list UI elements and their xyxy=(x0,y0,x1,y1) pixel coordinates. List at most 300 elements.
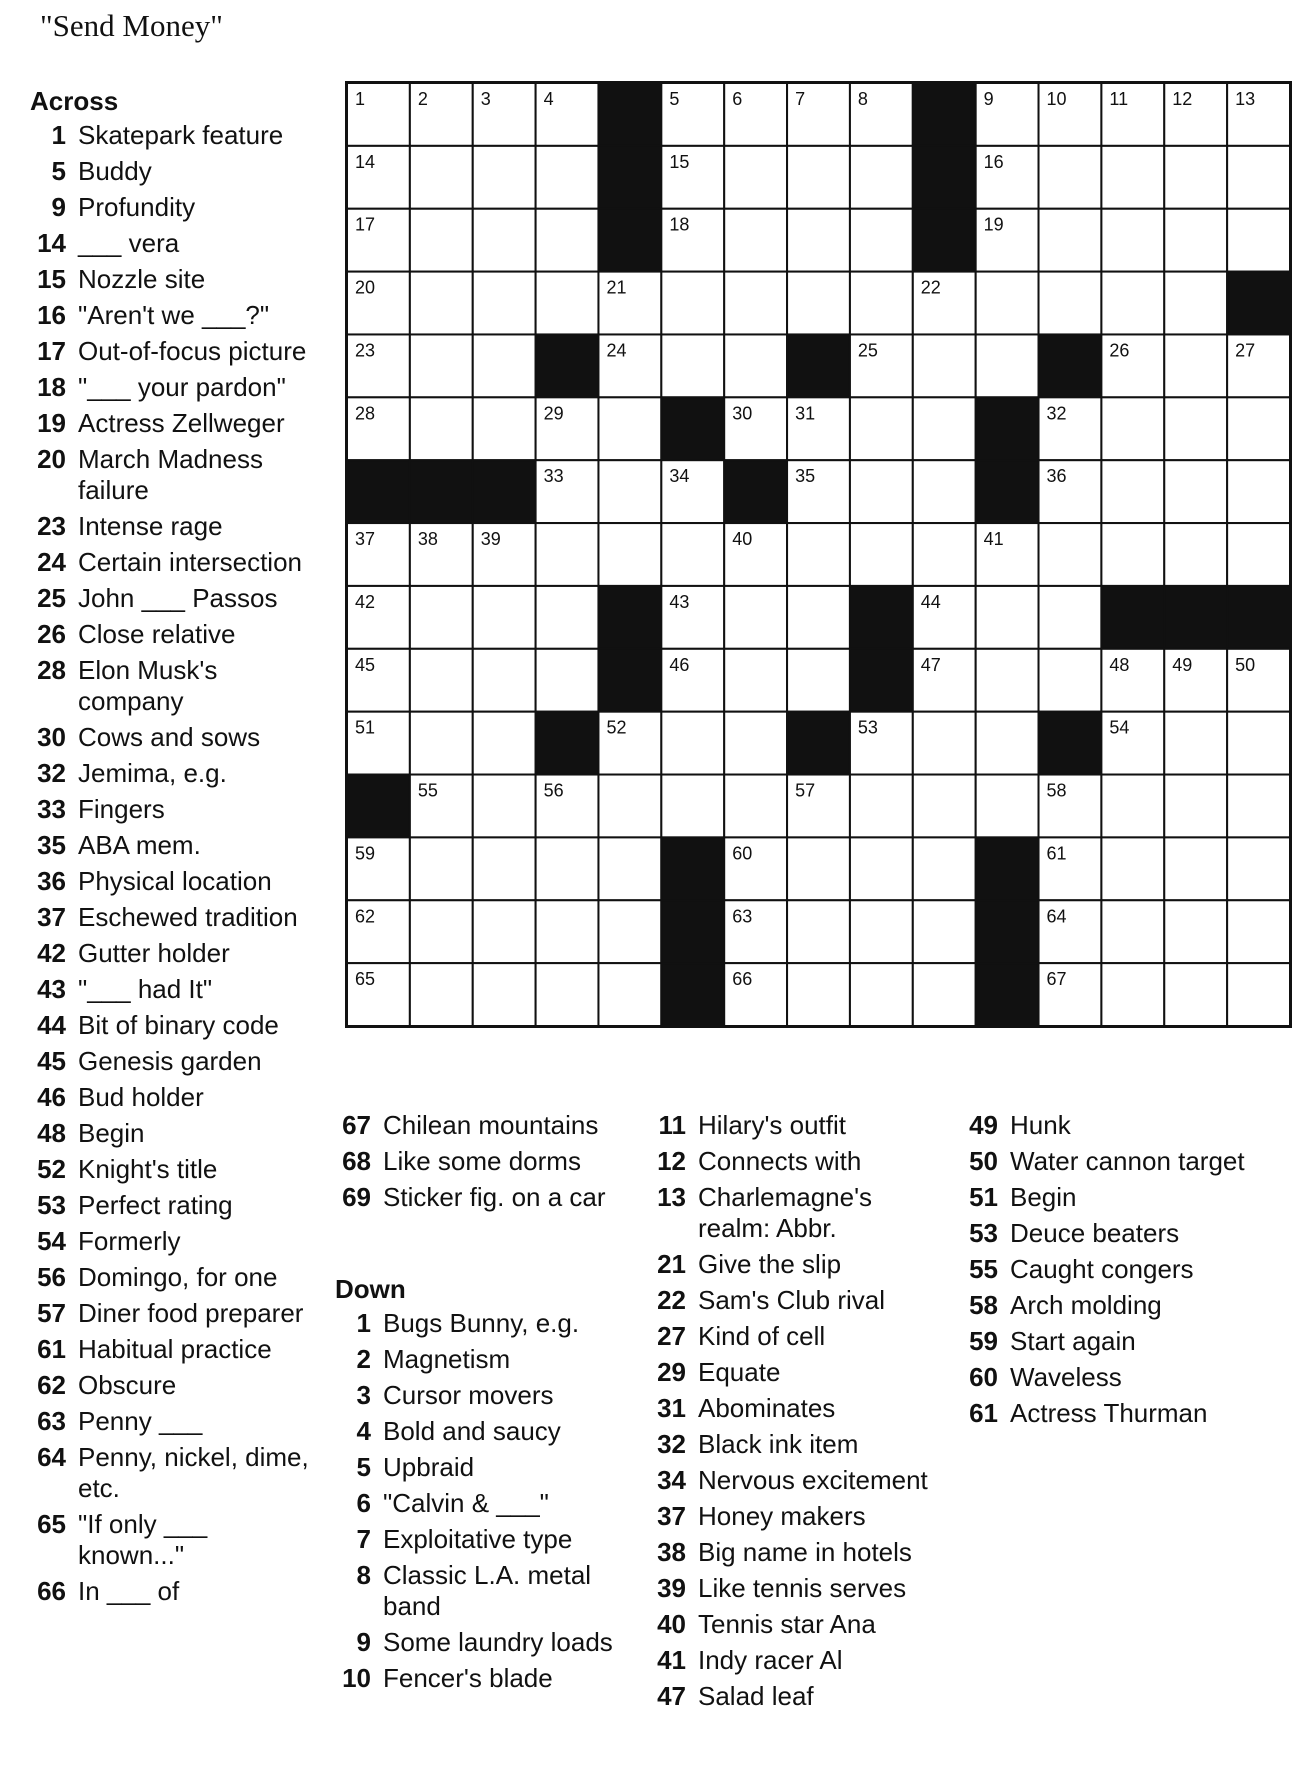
clue-item[interactable] xyxy=(30,372,314,403)
clue-number: 56 xyxy=(37,1262,66,1292)
clue-item[interactable] xyxy=(30,1154,314,1185)
grid-cell[interactable] xyxy=(850,523,913,586)
grid-cell[interactable] xyxy=(724,334,787,397)
cell-number: 64 xyxy=(1046,906,1067,927)
clue-text: Penny ___ xyxy=(78,1406,203,1436)
grid-cell[interactable] xyxy=(473,649,536,712)
grid-cell[interactable] xyxy=(598,900,661,963)
grid-cell[interactable] xyxy=(598,523,661,586)
grid-cell[interactable] xyxy=(410,963,473,1026)
grid-cell[interactable] xyxy=(473,586,536,649)
grid-cell[interactable] xyxy=(724,209,787,272)
cell-number: 65 xyxy=(355,969,376,990)
clue-item[interactable] xyxy=(650,1573,950,1604)
cell-number: 13 xyxy=(1235,89,1256,109)
grid-block xyxy=(913,83,976,146)
cell-number: 46 xyxy=(669,654,690,675)
grid-cell[interactable] xyxy=(1227,963,1290,1026)
grid-cell[interactable] xyxy=(1039,272,1102,335)
clue-item[interactable] xyxy=(650,1110,950,1141)
grid-cell[interactable] xyxy=(913,837,976,900)
cell-number: 16 xyxy=(983,151,1004,172)
grid-cell[interactable] xyxy=(724,775,787,838)
grid-cell[interactable] xyxy=(1164,334,1227,397)
grid-cell[interactable] xyxy=(724,146,787,209)
grid-cell[interactable] xyxy=(850,397,913,460)
clue-item[interactable] xyxy=(650,1249,950,1280)
grid-cell[interactable] xyxy=(1227,775,1290,838)
clue-item[interactable] xyxy=(650,1146,950,1177)
clue-text: Bud holder xyxy=(78,1082,204,1112)
cell-number: 48 xyxy=(1109,654,1130,675)
grid-cell[interactable] xyxy=(1101,523,1164,586)
clue-number: 9 xyxy=(51,192,66,222)
grid-cell[interactable] xyxy=(473,272,536,335)
grid-cell[interactable] xyxy=(724,272,787,335)
clue-number: 5 xyxy=(51,156,66,186)
grid-cell[interactable] xyxy=(1101,209,1164,272)
cell-number: 37 xyxy=(355,529,376,550)
clue-number: 29 xyxy=(657,1357,686,1387)
clue-item[interactable] xyxy=(650,1321,950,1352)
clue-item[interactable] xyxy=(30,1298,314,1329)
clue-item[interactable] xyxy=(30,830,314,861)
cell-number: 52 xyxy=(606,717,627,738)
clue-item[interactable] xyxy=(30,1406,314,1437)
clue-text: Equate xyxy=(698,1357,781,1387)
clue-item[interactable] xyxy=(650,1182,950,1244)
clue-item[interactable] xyxy=(30,408,314,439)
clue-item[interactable] xyxy=(30,1262,314,1293)
clue-number: 34 xyxy=(657,1465,686,1495)
grid-cell[interactable] xyxy=(598,775,661,838)
clue-item[interactable] xyxy=(30,1082,314,1113)
grid-cell[interactable] xyxy=(473,837,536,900)
grid-cell[interactable] xyxy=(598,460,661,523)
cell-number: 45 xyxy=(355,654,376,675)
clue-item[interactable] xyxy=(335,1663,635,1694)
grid-cell[interactable] xyxy=(913,963,976,1026)
grid-cell[interactable] xyxy=(473,397,536,460)
grid-cell[interactable] xyxy=(473,146,536,209)
clue-item[interactable] xyxy=(30,228,314,259)
grid-cell[interactable] xyxy=(724,586,787,649)
clue-item[interactable] xyxy=(650,1501,950,1532)
grid-cell[interactable] xyxy=(913,775,976,838)
clue-text: Profundity xyxy=(78,192,196,222)
clue-number: 64 xyxy=(37,1442,66,1472)
cell-number: 38 xyxy=(417,529,438,550)
grid-cell[interactable] xyxy=(1227,460,1290,523)
grid-block xyxy=(536,712,599,775)
clue-text: Begin xyxy=(78,1118,145,1148)
clue-item[interactable] xyxy=(962,1362,1262,1393)
clue-number: 47 xyxy=(657,1681,686,1711)
clue-item[interactable] xyxy=(335,1627,635,1658)
grid-cell[interactable] xyxy=(536,586,599,649)
clue-item[interactable] xyxy=(30,794,314,825)
clue-number: 42 xyxy=(37,938,66,968)
clue-number: 13 xyxy=(657,1182,686,1212)
clue-item[interactable] xyxy=(335,1380,635,1411)
clue-number: 50 xyxy=(969,1146,998,1176)
grid-block xyxy=(598,586,661,649)
grid-cell[interactable] xyxy=(598,837,661,900)
clue-number: 5 xyxy=(356,1452,371,1482)
clue-text: Actress Thurman xyxy=(1010,1398,1208,1428)
clue-text: Fingers xyxy=(78,794,165,824)
grid-cell[interactable] xyxy=(1101,775,1164,838)
grid-cell[interactable] xyxy=(536,900,599,963)
grid-cell[interactable] xyxy=(473,209,536,272)
clue-item[interactable] xyxy=(335,1560,635,1622)
clue-text: "___ had It" xyxy=(78,974,213,1004)
clue-number: 4 xyxy=(356,1416,371,1446)
grid-cell[interactable] xyxy=(536,209,599,272)
grid-cell[interactable] xyxy=(850,272,913,335)
grid-cell[interactable] xyxy=(598,963,661,1026)
clue-item[interactable] xyxy=(650,1537,950,1568)
clue-item[interactable] xyxy=(30,866,314,897)
grid-cell[interactable] xyxy=(1164,397,1227,460)
grid-cell[interactable] xyxy=(850,837,913,900)
grid-cell[interactable] xyxy=(787,837,850,900)
grid-cell[interactable] xyxy=(473,712,536,775)
grid-cell[interactable] xyxy=(787,272,850,335)
clue-text: Big name in hotels xyxy=(698,1537,912,1567)
grid-cell[interactable] xyxy=(410,712,473,775)
clue-item[interactable] xyxy=(30,156,314,187)
clue-number: 28 xyxy=(37,655,66,685)
grid-cell[interactable] xyxy=(1227,837,1290,900)
clue-item[interactable] xyxy=(335,1488,635,1519)
cell-number: 11 xyxy=(1109,89,1129,109)
clue-item[interactable] xyxy=(30,1576,314,1607)
grid-cell[interactable] xyxy=(1101,963,1164,1026)
clue-text: Genesis garden xyxy=(78,1046,262,1076)
grid-cell[interactable] xyxy=(850,209,913,272)
grid-cell[interactable] xyxy=(787,146,850,209)
clue-text: Arch molding xyxy=(1010,1290,1162,1320)
grid-cell[interactable] xyxy=(976,649,1039,712)
clue-item[interactable] xyxy=(30,583,314,614)
grid-block xyxy=(473,460,536,523)
grid-cell[interactable] xyxy=(1039,649,1102,712)
grid-cell[interactable] xyxy=(724,649,787,712)
grid-cell[interactable] xyxy=(787,900,850,963)
grid-cell[interactable] xyxy=(473,775,536,838)
clue-number: 32 xyxy=(657,1429,686,1459)
clue-number: 43 xyxy=(37,974,66,1004)
cell-number: 66 xyxy=(732,969,753,990)
clue-item[interactable] xyxy=(30,938,314,969)
clue-item[interactable] xyxy=(335,1524,635,1555)
clue-item[interactable] xyxy=(30,336,314,367)
clue-item[interactable] xyxy=(30,264,314,295)
grid-cell[interactable] xyxy=(1164,712,1227,775)
grid-cell[interactable] xyxy=(1227,146,1290,209)
clue-item[interactable] xyxy=(650,1645,950,1676)
grid-cell[interactable] xyxy=(1164,272,1227,335)
grid-cell[interactable] xyxy=(976,775,1039,838)
clue-item[interactable] xyxy=(335,1146,635,1177)
clue-text: Waveless xyxy=(1010,1362,1122,1392)
grid-cell[interactable] xyxy=(850,775,913,838)
clue-item[interactable] xyxy=(962,1146,1262,1177)
clue-number: 65 xyxy=(37,1509,66,1539)
clue-text: Sam's Club rival xyxy=(698,1285,886,1315)
grid-cell[interactable] xyxy=(1039,146,1102,209)
grid-cell[interactable] xyxy=(787,649,850,712)
grid-cell[interactable] xyxy=(850,963,913,1026)
cell-number: 24 xyxy=(606,340,627,361)
grid-cell[interactable] xyxy=(1101,272,1164,335)
clue-text: Magnetism xyxy=(383,1344,511,1374)
grid-cell[interactable] xyxy=(410,586,473,649)
grid-cell[interactable] xyxy=(410,649,473,712)
clue-item[interactable] xyxy=(335,1110,635,1141)
cell-number: 7 xyxy=(795,89,806,109)
clue-item[interactable] xyxy=(335,1182,635,1213)
clue-number: 62 xyxy=(37,1370,66,1400)
clue-item[interactable] xyxy=(30,444,314,506)
across-clues-continued-column xyxy=(335,1110,635,1218)
clue-item[interactable] xyxy=(650,1609,950,1640)
clue-number: 41 xyxy=(657,1645,686,1675)
grid-cell[interactable] xyxy=(661,272,724,335)
cell-number: 14 xyxy=(355,151,376,172)
cell-number: 44 xyxy=(920,591,941,612)
clue-number: 30 xyxy=(37,722,66,752)
grid-block xyxy=(913,209,976,272)
clue-item[interactable] xyxy=(650,1393,950,1424)
clue-item[interactable] xyxy=(335,1308,635,1339)
grid-cell[interactable] xyxy=(536,963,599,1026)
clue-item[interactable] xyxy=(30,1370,314,1401)
clue-number: 58 xyxy=(969,1290,998,1320)
grid-cell[interactable] xyxy=(1164,775,1227,838)
grid-cell[interactable] xyxy=(410,146,473,209)
clue-text: Obscure xyxy=(78,1370,177,1400)
cell-number: 10 xyxy=(1046,89,1067,109)
grid-cell[interactable] xyxy=(536,837,599,900)
cell-number: 3 xyxy=(480,89,491,109)
grid-cell[interactable] xyxy=(410,272,473,335)
grid-cell[interactable] xyxy=(1039,209,1102,272)
clue-item[interactable] xyxy=(30,619,314,650)
grid-cell[interactable] xyxy=(1227,397,1290,460)
clue-item[interactable] xyxy=(962,1398,1262,1429)
crossword-grid-svg xyxy=(347,83,1290,1026)
clue-number: 15 xyxy=(37,264,66,294)
clue-number: 61 xyxy=(37,1334,66,1364)
clue-text: John ___ Passos xyxy=(78,583,278,613)
grid-cell[interactable] xyxy=(976,334,1039,397)
grid-cell[interactable] xyxy=(536,146,599,209)
cell-number: 17 xyxy=(355,214,376,235)
grid-cell[interactable] xyxy=(787,209,850,272)
clue-item[interactable] xyxy=(30,1334,314,1365)
puzzle-title: "Send Money" xyxy=(40,8,223,43)
clue-number: 52 xyxy=(37,1154,66,1184)
grid-cell[interactable] xyxy=(1164,146,1227,209)
grid-cell[interactable] xyxy=(850,146,913,209)
clue-item[interactable] xyxy=(650,1465,950,1496)
clue-item[interactable] xyxy=(962,1254,1262,1285)
clue-item[interactable] xyxy=(30,902,314,933)
grid-cell[interactable] xyxy=(1164,837,1227,900)
clue-item[interactable] xyxy=(335,1452,635,1483)
grid-cell[interactable] xyxy=(410,397,473,460)
clue-item[interactable] xyxy=(962,1290,1262,1321)
clue-item[interactable] xyxy=(30,1046,314,1077)
grid-cell[interactable] xyxy=(598,397,661,460)
clue-number: 51 xyxy=(969,1182,998,1212)
clue-text: Begin xyxy=(1010,1182,1077,1212)
clue-text: ABA mem. xyxy=(78,830,201,860)
clue-item[interactable] xyxy=(335,1416,635,1447)
clue-item[interactable] xyxy=(30,1010,314,1041)
grid-cell[interactable] xyxy=(724,712,787,775)
clue-item[interactable] xyxy=(30,1226,314,1257)
grid-cell[interactable] xyxy=(976,272,1039,335)
clue-item[interactable] xyxy=(962,1218,1262,1249)
grid-cell[interactable] xyxy=(850,900,913,963)
grid-cell[interactable] xyxy=(787,963,850,1026)
grid-cell[interactable] xyxy=(1227,712,1290,775)
grid-cell[interactable] xyxy=(913,712,976,775)
clue-item[interactable] xyxy=(30,192,314,223)
grid-cell[interactable] xyxy=(850,460,913,523)
clue-text: Salad leaf xyxy=(698,1681,814,1711)
clue-text: ___ vera xyxy=(78,228,180,258)
grid-cell[interactable] xyxy=(1227,209,1290,272)
grid-cell[interactable] xyxy=(410,334,473,397)
clue-item[interactable] xyxy=(30,1509,314,1571)
grid-cell[interactable] xyxy=(976,712,1039,775)
grid-block xyxy=(976,837,1039,900)
grid-cell[interactable] xyxy=(913,900,976,963)
down-clue-list xyxy=(335,1308,635,1694)
clue-item[interactable] xyxy=(30,547,314,578)
grid-cell[interactable] xyxy=(1164,900,1227,963)
clue-item[interactable] xyxy=(335,1344,635,1375)
clue-item[interactable] xyxy=(30,300,314,331)
clue-item[interactable] xyxy=(650,1681,950,1712)
grid-cell[interactable] xyxy=(1164,963,1227,1026)
grid-cell[interactable] xyxy=(1039,523,1102,586)
clue-text: Hilary's outfit xyxy=(698,1110,847,1140)
clue-item[interactable] xyxy=(30,722,314,753)
grid-cell[interactable] xyxy=(1101,397,1164,460)
grid-cell[interactable] xyxy=(1164,209,1227,272)
clue-item[interactable] xyxy=(30,1442,314,1504)
cell-number: 29 xyxy=(543,403,564,424)
clue-text: Tennis star Ana xyxy=(698,1609,876,1639)
grid-cell[interactable] xyxy=(536,272,599,335)
grid-cell[interactable] xyxy=(536,523,599,586)
grid-cell[interactable] xyxy=(913,334,976,397)
cell-number: 9 xyxy=(983,89,994,109)
clue-text: Knight's title xyxy=(78,1154,218,1184)
grid-cell[interactable] xyxy=(410,209,473,272)
clue-item[interactable] xyxy=(30,758,314,789)
across-continued-clue-list xyxy=(335,1110,635,1213)
cell-number: 59 xyxy=(355,843,376,864)
crossword-grid xyxy=(345,81,1292,1028)
grid-cell[interactable] xyxy=(913,397,976,460)
grid-cell[interactable] xyxy=(913,460,976,523)
clue-text: "___ your pardon" xyxy=(78,372,286,402)
clue-item[interactable] xyxy=(30,1118,314,1149)
clue-item[interactable] xyxy=(962,1326,1262,1357)
grid-cell[interactable] xyxy=(661,712,724,775)
grid-block xyxy=(1039,334,1102,397)
grid-cell[interactable] xyxy=(661,775,724,838)
clue-number: 45 xyxy=(37,1046,66,1076)
grid-block xyxy=(1227,272,1290,335)
grid-cell[interactable] xyxy=(1164,523,1227,586)
clue-item[interactable] xyxy=(962,1110,1262,1141)
grid-cell[interactable] xyxy=(410,900,473,963)
down-heading: Down xyxy=(335,1274,406,1304)
cell-number: 35 xyxy=(795,466,816,487)
grid-cell[interactable] xyxy=(1227,523,1290,586)
grid-cell[interactable] xyxy=(976,586,1039,649)
grid-cell[interactable] xyxy=(787,586,850,649)
grid-cell[interactable] xyxy=(473,334,536,397)
grid-cell[interactable] xyxy=(1101,837,1164,900)
clue-text: Actress Zellweger xyxy=(78,408,285,438)
grid-cell[interactable] xyxy=(661,334,724,397)
grid-cell[interactable] xyxy=(661,523,724,586)
clue-text: Caught congers xyxy=(1010,1254,1194,1284)
clue-number: 9 xyxy=(356,1627,371,1657)
grid-cell[interactable] xyxy=(787,523,850,586)
clue-item[interactable] xyxy=(650,1285,950,1316)
clue-text: Black ink item xyxy=(698,1429,859,1459)
clue-text: Intense rage xyxy=(78,511,223,541)
clue-item[interactable] xyxy=(650,1429,950,1460)
clue-item[interactable] xyxy=(30,120,314,151)
clue-item[interactable] xyxy=(30,974,314,1005)
clue-text: Upbraid xyxy=(383,1452,475,1482)
clue-item[interactable] xyxy=(962,1182,1262,1213)
clue-number: 37 xyxy=(657,1501,686,1531)
cell-number: 34 xyxy=(669,466,690,487)
grid-cell[interactable] xyxy=(1039,586,1102,649)
grid-cell[interactable] xyxy=(1101,460,1164,523)
grid-block xyxy=(347,460,410,523)
grid-cell[interactable] xyxy=(473,900,536,963)
clue-item[interactable] xyxy=(30,655,314,717)
grid-cell[interactable] xyxy=(536,649,599,712)
clue-item[interactable] xyxy=(30,511,314,542)
cell-number: 49 xyxy=(1172,654,1193,675)
grid-cell[interactable] xyxy=(410,837,473,900)
clue-item[interactable] xyxy=(30,1190,314,1221)
clue-number: 59 xyxy=(969,1326,998,1356)
grid-cell[interactable] xyxy=(473,963,536,1026)
clue-text: Deuce beaters xyxy=(1010,1218,1180,1248)
grid-cell[interactable] xyxy=(913,523,976,586)
grid-cell[interactable] xyxy=(1164,460,1227,523)
grid-cell[interactable] xyxy=(1227,900,1290,963)
clue-item[interactable] xyxy=(650,1357,950,1388)
grid-cell[interactable] xyxy=(1101,146,1164,209)
grid-block xyxy=(598,146,661,209)
grid-cell[interactable] xyxy=(1101,900,1164,963)
